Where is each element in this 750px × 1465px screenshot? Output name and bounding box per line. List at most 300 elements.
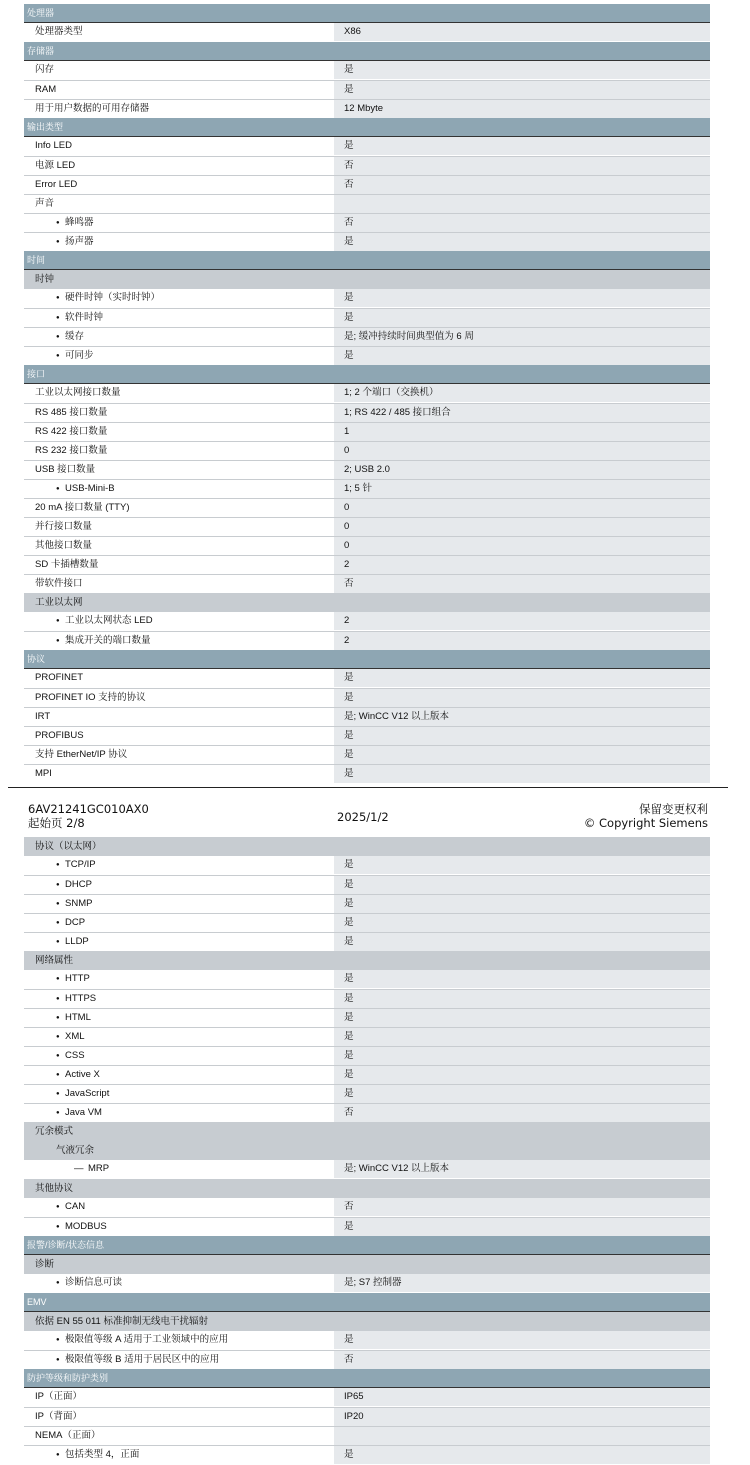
spec-row	[24, 137, 710, 156]
bullet-icon: ●	[56, 618, 60, 624]
section-title: 时间	[27, 255, 46, 265]
footer-date: 2025/1/2	[337, 810, 389, 824]
spec-label-cell	[24, 669, 334, 687]
section-title: 气液冗余	[56, 1145, 95, 1156]
spec-label: USB-Mini-B	[65, 483, 115, 494]
spec-value: 是; WinCC V12 以上版本	[334, 1160, 710, 1178]
spec-value: 0	[334, 499, 710, 517]
bullet-icon: ●	[56, 1015, 60, 1021]
spec-value: 是; S7 控制器	[334, 1274, 710, 1292]
spec-label: CAN	[65, 1201, 86, 1212]
spec-row	[24, 1426, 710, 1445]
spec-value: 是	[334, 914, 710, 932]
spec-row	[24, 460, 710, 479]
spec-row	[24, 631, 710, 650]
spec-label: Active X	[65, 1069, 100, 1080]
spec-label: RS 422 接口数量	[35, 426, 108, 437]
bullet-icon: ●	[56, 353, 60, 359]
spec-row	[24, 707, 710, 726]
spec-label: 集成开关的端口数量	[65, 635, 151, 646]
spec-row	[24, 574, 710, 593]
spec-value: 是	[334, 1446, 710, 1464]
spec-row	[24, 61, 710, 80]
spec-value: 是	[334, 61, 710, 79]
spec-value: 否	[334, 1351, 710, 1369]
section-title: 报警/诊断/状态信息	[27, 1240, 105, 1250]
spec-label-cell	[24, 404, 334, 422]
spec-label: 极限值等级 B 适用于居民区中的应用	[65, 1354, 220, 1365]
spec-row	[24, 932, 710, 951]
spec-value: 2	[334, 612, 710, 630]
page-footer	[28, 802, 708, 832]
spec-label-cell	[24, 328, 334, 346]
spec-row	[24, 1008, 710, 1027]
subsection-header	[24, 951, 710, 970]
spec-label-cell	[24, 1274, 334, 1292]
spec-label-cell	[24, 1047, 334, 1065]
bullet-icon: ●	[56, 220, 60, 226]
spec-row	[24, 213, 710, 232]
spec-row	[24, 194, 710, 213]
subsection-header	[24, 837, 710, 856]
spec-label: 缓存	[65, 331, 85, 342]
spec-row	[24, 745, 710, 764]
section-title: 冗余模式	[35, 1126, 74, 1137]
spec-value: 是	[334, 856, 710, 874]
spec-value: 是	[334, 1218, 710, 1236]
spec-label-cell	[24, 289, 334, 307]
spec-label-cell	[24, 1009, 334, 1027]
bullet-icon: ●	[56, 1072, 60, 1078]
spec-label-cell	[24, 537, 334, 555]
document-id: 6AV21241GC010AX0	[28, 802, 149, 816]
spec-value: 否	[334, 157, 710, 175]
spec-row	[24, 1198, 710, 1217]
spec-label: 软件时钟	[65, 312, 104, 323]
spec-row	[24, 1274, 710, 1293]
spec-value: 否	[334, 575, 710, 593]
spec-label-cell	[24, 499, 334, 517]
spec-value: 1; 2 个端口（交换机）	[334, 384, 710, 402]
spec-row	[24, 1065, 710, 1084]
spec-value: 1; 5 针	[334, 480, 710, 498]
spec-label-cell	[24, 1104, 334, 1122]
spec-label-cell	[24, 518, 334, 536]
spec-label: 诊断信息可读	[65, 1277, 123, 1288]
spec-label: 硬件时钟（实时时钟）	[65, 292, 161, 303]
spec-value: IP20	[334, 1408, 710, 1426]
spec-row	[24, 403, 710, 422]
subsection-header	[24, 593, 710, 612]
spec-label-cell	[24, 1066, 334, 1084]
bullet-icon: ●	[56, 1053, 60, 1059]
spec-row	[24, 23, 710, 42]
spec-value: 是	[334, 990, 710, 1008]
spec-value: 是	[334, 1047, 710, 1065]
spec-value: 1; RS 422 / 485 接口组合	[334, 404, 710, 422]
spec-value: 否	[334, 1104, 710, 1122]
spec-value: 1	[334, 423, 710, 441]
bullet-icon: ●	[56, 315, 60, 321]
spec-label-cell	[24, 1388, 334, 1406]
spec-label: IP（正面）	[35, 1391, 82, 1402]
spec-value: 是	[334, 137, 710, 155]
spec-label: NEMA（正面）	[35, 1430, 101, 1441]
spec-label-cell	[24, 933, 334, 951]
spec-label: 用于用户数据的可用存储器	[35, 103, 150, 114]
bullet-icon: ●	[56, 939, 60, 945]
spec-label: 电源 LED	[35, 160, 76, 171]
spec-row	[24, 517, 710, 536]
bullet-icon: ●	[56, 882, 60, 888]
spec-value: X86	[334, 23, 710, 41]
spec-value: 是	[334, 876, 710, 894]
spec-row	[24, 726, 710, 745]
spec-label: HTTPS	[65, 993, 97, 1004]
bullet-icon: ●	[56, 1452, 60, 1458]
subsection-header	[24, 1141, 710, 1160]
spec-value: 否	[334, 214, 710, 232]
spec-label: Info LED	[35, 140, 72, 151]
spec-value	[334, 195, 710, 213]
spec-row	[24, 422, 710, 441]
spec-row	[24, 441, 710, 460]
spec-row	[24, 99, 710, 118]
spec-label-cell	[24, 632, 334, 650]
spec-value: 是	[334, 895, 710, 913]
spec-label: Java VM	[65, 1107, 102, 1118]
spec-label-cell	[24, 1351, 334, 1369]
spec-label-cell	[24, 856, 334, 874]
spec-label-cell	[24, 1331, 334, 1349]
spec-row	[24, 1027, 710, 1046]
spec-row	[24, 1407, 710, 1426]
spec-label: XML	[65, 1031, 85, 1042]
spec-label-cell	[24, 157, 334, 175]
spec-row	[24, 688, 710, 707]
spec-row	[24, 327, 710, 346]
spec-label: 带软件接口	[35, 578, 83, 589]
section-title: 协议	[27, 654, 46, 664]
spec-row	[24, 989, 710, 1008]
bullet-icon: ●	[56, 901, 60, 907]
spec-label: SD 卡插槽数量	[35, 559, 99, 570]
spec-value	[334, 1427, 710, 1445]
spec-label: PROFINET	[35, 672, 84, 683]
spec-label-cell	[24, 461, 334, 479]
spec-label-cell	[24, 914, 334, 932]
spec-label: 声音	[35, 198, 55, 209]
spec-label: 包括类型 4，正面	[65, 1449, 140, 1460]
spec-row	[24, 1388, 710, 1407]
spec-label: 处理器类型	[35, 26, 83, 37]
spec-label-cell	[24, 1198, 334, 1216]
spec-row	[24, 232, 710, 251]
spec-label: CSS	[65, 1050, 85, 1061]
copyright-note: © Copyright Siemens	[583, 816, 708, 830]
spec-table-page-top	[24, 4, 710, 783]
spec-value: 是	[334, 289, 710, 307]
section-title: 时钟	[35, 274, 55, 285]
spec-label-cell	[24, 970, 334, 988]
bullet-icon: ●	[56, 638, 60, 644]
spec-label-cell	[24, 556, 334, 574]
spec-value: 是	[334, 765, 710, 783]
spec-row	[24, 894, 710, 913]
spec-label: LLDP	[65, 936, 89, 947]
spec-label-cell	[24, 1408, 334, 1426]
spec-label-cell	[24, 1085, 334, 1103]
subsection-header	[24, 1255, 710, 1274]
subsection-header	[24, 270, 710, 289]
spec-label-cell	[24, 214, 334, 232]
spec-label-cell	[24, 195, 334, 213]
section-header	[24, 1369, 710, 1388]
spec-label-cell	[24, 100, 334, 118]
bullet-icon: ●	[56, 334, 60, 340]
bullet-icon: ●	[56, 1357, 60, 1363]
footer-right	[584, 802, 708, 830]
spec-label-cell	[24, 81, 334, 99]
spec-label: USB 接口数量	[35, 464, 96, 475]
rights-note: 保留变更权利	[639, 802, 708, 816]
spec-value: 是	[334, 727, 710, 745]
bullet-icon: ●	[56, 920, 60, 926]
page-label: 起始页 2/8	[28, 816, 85, 830]
section-title: 接口	[27, 369, 46, 379]
section-header	[24, 365, 710, 384]
spec-label: DCP	[65, 917, 86, 928]
dash-icon: —	[74, 1163, 84, 1174]
section-title: 诊断	[35, 1259, 55, 1270]
spec-value: 是	[334, 689, 710, 707]
spec-label-cell	[24, 423, 334, 441]
spec-value: 2; USB 2.0	[334, 461, 710, 479]
section-title: 防护等级和防护类别	[27, 1373, 109, 1383]
bullet-icon: ●	[56, 976, 60, 982]
spec-label-cell	[24, 176, 334, 194]
spec-value: 是	[334, 1028, 710, 1046]
spec-row	[24, 156, 710, 175]
spec-row	[24, 80, 710, 99]
bullet-icon: ●	[56, 1224, 60, 1230]
bullet-icon: ●	[56, 295, 60, 301]
spec-row	[24, 1084, 710, 1103]
bullet-icon: ●	[56, 1034, 60, 1040]
spec-label: Error LED	[35, 179, 78, 190]
spec-value: 是	[334, 746, 710, 764]
bullet-icon: ●	[56, 1110, 60, 1116]
spec-label: 闪存	[35, 64, 55, 75]
section-header	[24, 4, 710, 23]
section-title: 协议（以太网）	[35, 841, 102, 852]
spec-row	[24, 555, 710, 574]
bullet-icon: ●	[56, 1337, 60, 1343]
spec-label-cell	[24, 895, 334, 913]
spec-label: MODBUS	[65, 1221, 107, 1232]
bullet-icon: ●	[56, 486, 60, 492]
spec-label: RS 485 接口数量	[35, 407, 108, 418]
spec-row	[24, 1217, 710, 1236]
spec-row	[24, 308, 710, 327]
bullet-icon: ●	[56, 1204, 60, 1210]
spec-row	[24, 913, 710, 932]
spec-table-page-bottom	[24, 837, 710, 1464]
spec-row	[24, 1445, 710, 1464]
section-header	[24, 118, 710, 137]
subsection-header	[24, 1122, 710, 1141]
spec-label-cell	[24, 990, 334, 1008]
spec-label-cell	[24, 442, 334, 460]
spec-label: 极限值等级 A 适用于工业领域中的应用	[65, 1334, 229, 1345]
spec-row	[24, 536, 710, 555]
spec-label-cell	[24, 1028, 334, 1046]
spec-label: SNMP	[65, 898, 93, 909]
spec-label-cell	[24, 876, 334, 894]
spec-label-cell	[24, 309, 334, 327]
spec-label: DHCP	[65, 879, 92, 890]
spec-value: 是	[334, 669, 710, 687]
spec-value: 2	[334, 632, 710, 650]
spec-value: 是	[334, 347, 710, 365]
spec-label-cell	[24, 137, 334, 155]
spec-label: JavaScript	[65, 1088, 110, 1099]
spec-value: 是	[334, 970, 710, 988]
spec-label: 蜂鸣器	[65, 217, 94, 228]
section-header	[24, 1236, 710, 1255]
spec-label-cell	[24, 384, 334, 402]
bullet-icon: ●	[56, 239, 60, 245]
spec-value: 是	[334, 1331, 710, 1349]
spec-label-cell	[24, 765, 334, 783]
spec-label-cell	[24, 23, 334, 41]
spec-label: PROFIBUS	[35, 730, 84, 741]
spec-label: MPI	[35, 768, 52, 779]
spec-label: 扬声器	[65, 236, 94, 247]
spec-label: HTML	[65, 1012, 91, 1023]
section-header	[24, 42, 710, 61]
spec-row	[24, 498, 710, 517]
spec-value: 是	[334, 309, 710, 327]
section-header	[24, 1293, 710, 1312]
spec-row	[24, 1103, 710, 1122]
spec-label: 其他接口数量	[35, 540, 93, 551]
spec-row	[24, 479, 710, 498]
bullet-icon: ●	[56, 1091, 60, 1097]
spec-label: 并行接口数量	[35, 521, 93, 532]
section-title: 其他协议	[35, 1183, 74, 1194]
bullet-icon: ●	[56, 996, 60, 1002]
spec-label-cell	[24, 233, 334, 251]
spec-row	[24, 1046, 710, 1065]
spec-row	[24, 612, 710, 631]
spec-label: 20 mA 接口数量 (TTY)	[35, 502, 130, 513]
spec-label-cell	[24, 708, 334, 726]
section-title: 输出类型	[27, 122, 64, 132]
section-title: EMV	[27, 1297, 47, 1307]
spec-label: 可同步	[65, 350, 94, 361]
spec-value: 是; WinCC V12 以上版本	[334, 708, 710, 726]
spec-value: 0	[334, 442, 710, 460]
spec-label-cell	[24, 612, 334, 630]
spec-value: 0	[334, 518, 710, 536]
spec-row	[24, 384, 710, 403]
bullet-icon: ●	[56, 1280, 60, 1286]
spec-row	[24, 764, 710, 783]
spec-value: 是	[334, 81, 710, 99]
spec-row	[24, 970, 710, 989]
section-title: 工业以太网	[35, 597, 83, 608]
spec-label: HTTP	[65, 973, 90, 984]
spec-value: 是	[334, 933, 710, 951]
spec-row	[24, 875, 710, 894]
spec-label: IP（背面）	[35, 1411, 82, 1422]
spec-row	[24, 289, 710, 308]
section-title: 存储器	[27, 46, 55, 56]
spec-row	[24, 346, 710, 365]
section-header	[24, 650, 710, 669]
spec-label: PROFINET IO 支持的协议	[35, 692, 146, 703]
spec-label-cell	[24, 746, 334, 764]
footer-left	[28, 802, 149, 830]
spec-value: 12 Mbyte	[334, 100, 710, 118]
spec-row	[24, 669, 710, 688]
spec-value: 是	[334, 1085, 710, 1103]
spec-label: RAM	[35, 84, 57, 95]
spec-row	[24, 1331, 710, 1350]
spec-label-cell	[24, 727, 334, 745]
spec-row	[24, 1350, 710, 1369]
spec-value: 否	[334, 176, 710, 194]
spec-value: 0	[334, 537, 710, 555]
spec-label-cell	[24, 689, 334, 707]
spec-value: 是	[334, 1066, 710, 1084]
section-title: 依据 EN 55 011 标准抑制无线电干扰辐射	[35, 1316, 208, 1327]
spec-row	[24, 175, 710, 194]
spec-label-cell	[24, 1218, 334, 1236]
spec-row	[24, 1160, 710, 1179]
spec-value: 是; 缓冲持续时间典型值为 6 周	[334, 328, 710, 346]
spec-label-cell	[24, 1160, 334, 1178]
spec-label: 工业以太网状态 LED	[65, 615, 153, 626]
spec-value: 是	[334, 1009, 710, 1027]
spec-value: 是	[334, 233, 710, 251]
spec-value: 2	[334, 556, 710, 574]
spec-label: IRT	[35, 711, 51, 722]
spec-label-cell	[24, 61, 334, 79]
spec-label-cell	[24, 347, 334, 365]
spec-label-cell	[24, 1427, 334, 1445]
bullet-icon: ●	[56, 862, 60, 868]
spec-value: IP65	[334, 1388, 710, 1406]
section-title: 处理器	[27, 8, 55, 18]
spec-label: 支持 EtherNet/IP 协议	[35, 749, 128, 760]
spec-label: 工业以太网接口数量	[35, 387, 121, 398]
section-header	[24, 251, 710, 270]
spec-label-cell	[24, 1446, 334, 1464]
spec-label-cell	[24, 575, 334, 593]
spec-label: RS 232 接口数量	[35, 445, 108, 456]
spec-label: MRP	[88, 1163, 110, 1174]
spec-label: TCP/IP	[65, 859, 96, 870]
section-title: 网络属性	[35, 955, 74, 966]
spec-label-cell	[24, 480, 334, 498]
spec-value: 否	[334, 1198, 710, 1216]
subsection-header	[24, 1179, 710, 1198]
page-break-line	[8, 787, 728, 788]
subsection-header	[24, 1312, 710, 1331]
spec-row	[24, 856, 710, 875]
